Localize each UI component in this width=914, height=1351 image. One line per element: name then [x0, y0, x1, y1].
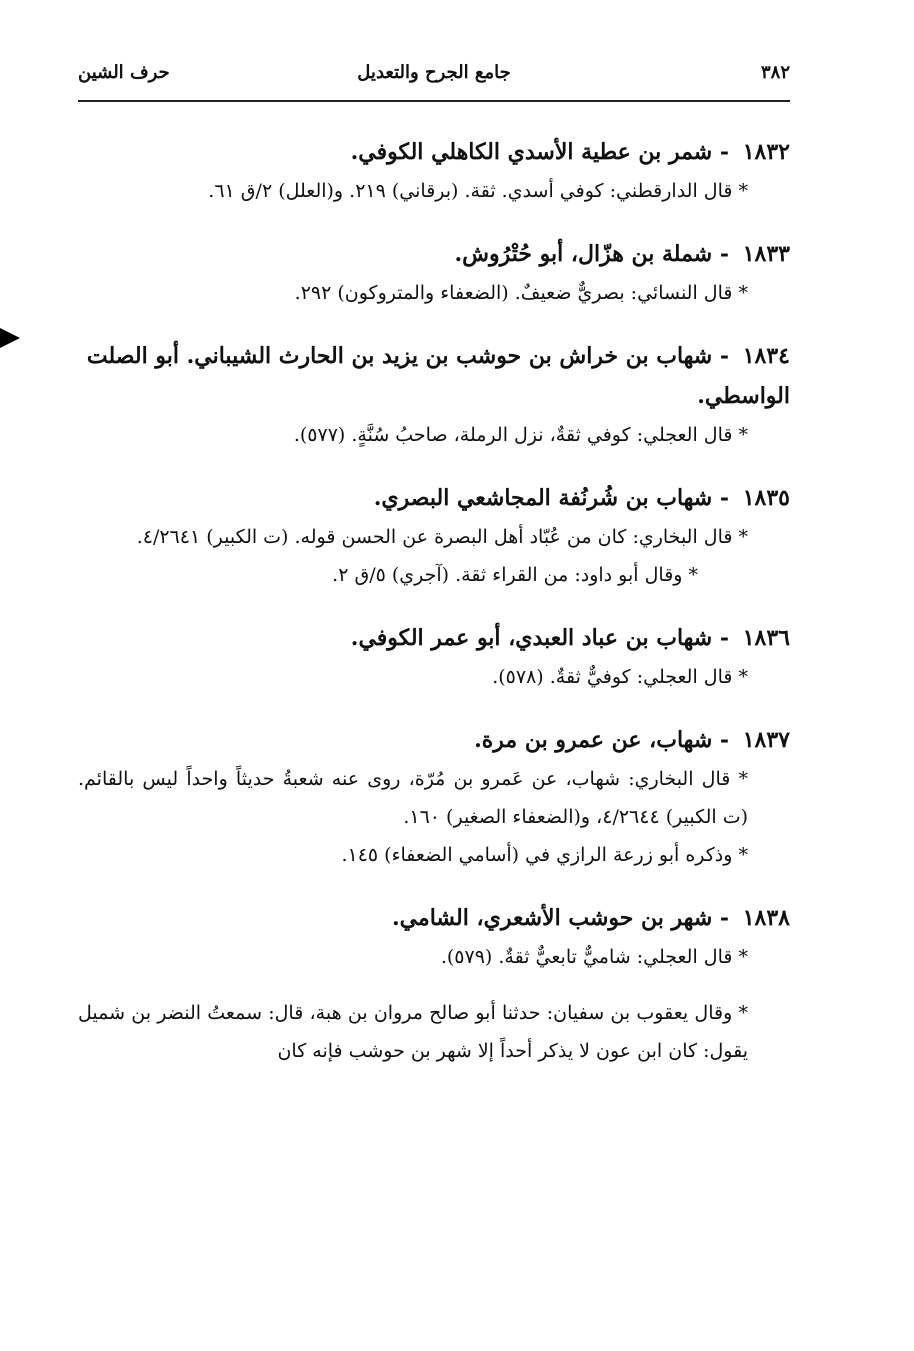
page-edge-marker	[0, 328, 20, 348]
citation: * قال العجلي: كوفي ثقةٌ، نزل الرملة، صاحبُ سُنَّةٍ. (٥٧٧).	[293, 424, 748, 446]
section-title: حرف الشين	[78, 62, 170, 83]
entry-name: شملة بن هزّال، أبو حُتْرُوش.	[454, 241, 713, 267]
page-header	[78, 52, 790, 100]
entry-number: ١٨٣٧	[742, 727, 790, 753]
entry-name: شمر بن عطية الأسدي الكاهلي الكوفي.	[350, 139, 713, 165]
entry-title: ١٨٣٥ - شهاب بن شُرنُفة المجاشعي البصري.	[373, 485, 790, 511]
entry-title: ١٨٣٣ - شملة بن هزّال، أبو حُتْرُوش.	[454, 241, 790, 267]
entry-title: ١٨٣٤ - شهاب بن خراش بن حوشب بن يزيد بن الحارث الشيباني. أبو الصلت الواسطي.	[86, 343, 790, 409]
entry-title: ١٨٣٦ - شهاب بن عباد العبدي، أبو عمر الكوفي.	[350, 625, 790, 651]
entry-1834	[78, 336, 790, 454]
page-number: ٣٨٢	[760, 62, 790, 83]
citation: * قال العجلي: كوفيٌّ ثقةٌ. (٥٧٨).	[492, 666, 748, 688]
entry-title: ١٨٣٢ - شمر بن عطية الأسدي الكاهلي الكوفي.	[350, 139, 790, 165]
entry-title: ١٨٣٧ - شهاب، عن عمرو بن مرة.	[474, 727, 790, 753]
entry-1832	[78, 132, 790, 210]
entry-number: ١٨٣٨	[742, 905, 790, 931]
entry-name: شهاب بن خراش بن حوشب بن يزيد بن الحارث الشيباني. أبو الصلت الواسطي.	[86, 343, 790, 409]
entry-1833	[78, 234, 790, 312]
citation: * قال البخاري: شهاب، عن عَمرو بن مُرّة، روى عنه شعبةُ حديثاً واحداً ليس بالقائم. (ت الكبير) ٤/٢٦٤٤، و(الضعفاء الصغير) ١٦٠.	[78, 768, 748, 828]
citation: * قال النسائي: بصريٌّ ضعيفٌ. (الضعفاء والمتروكون) ٢٩٢.	[294, 282, 748, 304]
entry-name: شهاب بن شُرنُفة المجاشعي البصري.	[373, 485, 713, 511]
entry-name: شهاب بن عباد العبدي، أبو عمر الكوفي.	[350, 625, 713, 651]
running-title: جامع الجرح والتعديل	[357, 62, 511, 83]
entry-number: ١٨٣٥	[742, 485, 790, 511]
entry-name: شهاب، عن عمرو بن مرة.	[474, 727, 713, 753]
entry-name: شهر بن حوشب الأشعري، الشامي.	[391, 905, 713, 931]
entry-number: ١٨٣٦	[742, 625, 790, 651]
citation: * وقال أبو داود: من القراء ثقة. (آجري) ٥/ق ٢.	[332, 564, 698, 586]
entry-1835	[78, 478, 790, 594]
entry-number: ١٨٣٢	[742, 139, 790, 165]
citation: * قال البخاري: كان من عُبّاد أهل البصرة عن الحسن قوله. (ت الكبير) ٤/٢٦٤١.	[136, 526, 748, 548]
entry-number: ١٨٣٣	[742, 241, 790, 267]
citation: * وقال يعقوب بن سفيان: حدثنا أبو صالح مروان بن هبة، قال: سمعتُ النضر بن شميل يقول: كان ابن عون لا يذكر أحداً إلا شهر بن حوشب فإنه كان	[78, 1002, 748, 1062]
citation: * قال العجلي: شاميٌّ تابعيٌّ ثقةٌ. (٥٧٩).	[440, 946, 748, 968]
entry-title: ١٨٣٨ - شهر بن حوشب الأشعري، الشامي.	[391, 905, 790, 931]
entry-1838	[78, 898, 790, 1070]
entry-1836	[78, 618, 790, 696]
citation: * قال الدارقطني: كوفي أسدي. ثقة. (برقاني) ٢١٩. و(العلل) ٢/ق ٦١.	[208, 180, 748, 202]
book-page	[78, 52, 790, 1292]
entry-number: ١٨٣٤	[742, 343, 790, 369]
entry-1837	[78, 720, 790, 874]
citation: * وذكره أبو زرعة الرازي في (أسامي الضعفاء) ١٤٥.	[341, 844, 748, 866]
header-rule	[78, 100, 790, 102]
